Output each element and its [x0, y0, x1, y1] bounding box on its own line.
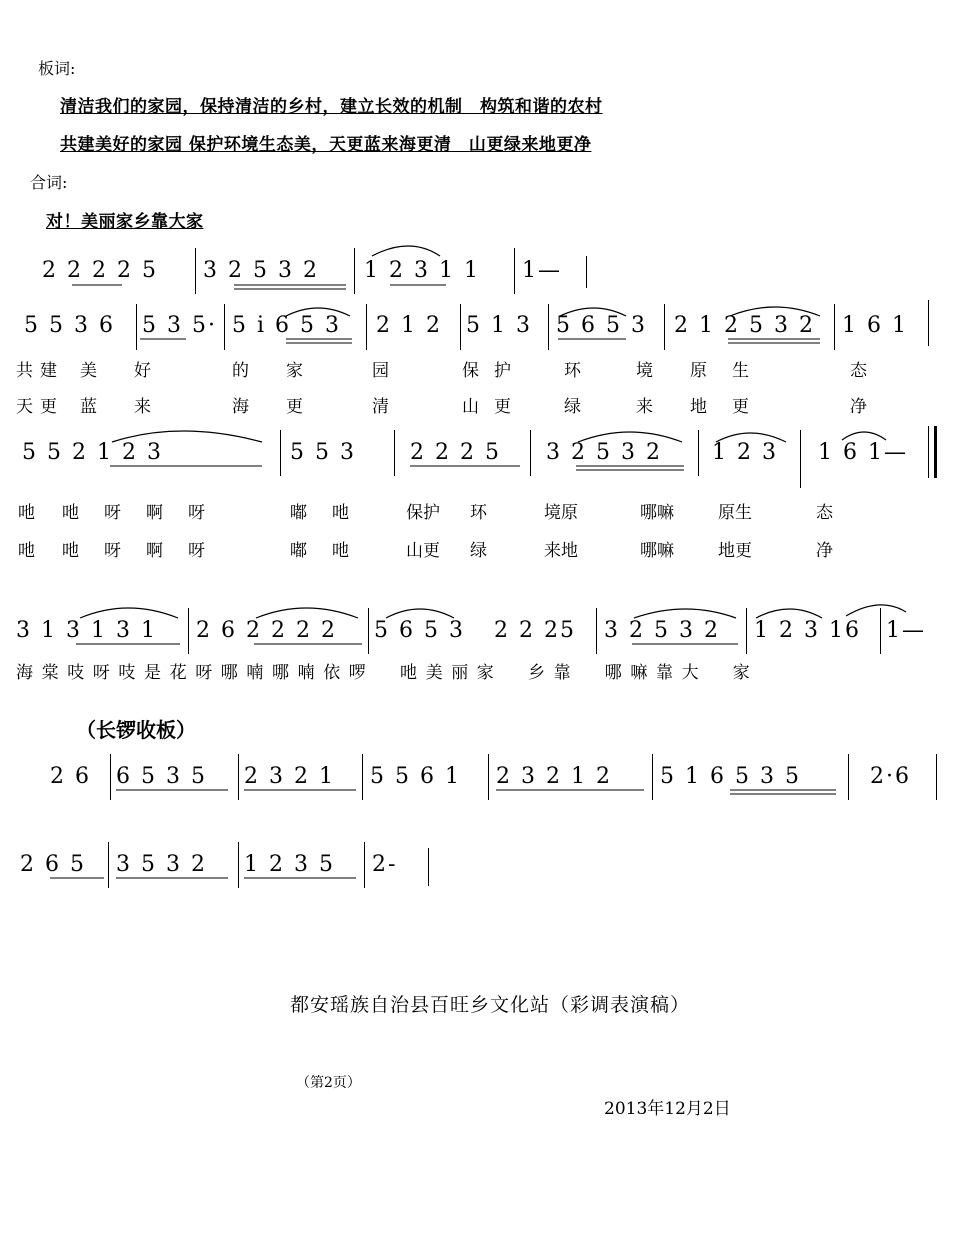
lyric: 更 — [732, 397, 749, 417]
lyric: 清 — [372, 397, 389, 417]
lyric: 环 — [564, 361, 581, 381]
lyric: 地更 — [718, 541, 752, 561]
measure: 1 2 3 16 — [754, 618, 861, 643]
lyric: 保护 — [406, 503, 440, 523]
lyric: 啊 — [146, 541, 163, 561]
measure: 2 2 2 5 — [410, 440, 501, 465]
measure: 5 3 5· — [142, 313, 217, 338]
lyric: 家 — [286, 361, 303, 381]
lyric: 的 — [232, 361, 249, 381]
lyric: 净 — [850, 397, 867, 417]
measure: 2 6 5 — [20, 852, 86, 877]
lyric: 天 — [16, 397, 33, 417]
lyric: 更 — [40, 397, 57, 417]
lyric: 保 — [462, 361, 479, 381]
lyric: 呀 — [188, 541, 205, 561]
measure: 1 6 1— — [818, 440, 908, 465]
measure: 5 1 3 — [466, 313, 532, 338]
measure: 5 6 5 3 — [374, 618, 465, 643]
lyric: 来 — [636, 397, 653, 417]
tempo-marking: （长锣收板） — [76, 718, 196, 742]
lyric: 吔 — [18, 541, 35, 561]
lyric: 吔 — [332, 503, 349, 523]
measure: 5 i 6 5 3 — [232, 313, 341, 338]
measure: 2 1 2 — [376, 313, 442, 338]
measure: 2·6 — [870, 764, 911, 789]
footer-page: （第2页） — [296, 1075, 361, 1091]
lyric: 绿 — [564, 397, 581, 417]
measure: 2 6 2 2 2 2 — [196, 618, 337, 643]
lyric: 来地 — [544, 541, 578, 561]
measure: 2 2 25 — [494, 618, 576, 643]
measure: 1 2 3 1 1 — [364, 258, 480, 283]
lyric: 山更 — [406, 541, 440, 561]
lyric: 山 — [462, 397, 479, 417]
lyric: 美 — [80, 361, 97, 381]
lyric: 好 — [134, 361, 151, 381]
measure: 3 5 3 2 — [116, 852, 207, 877]
lyric: 更 — [286, 397, 303, 417]
measure: 2 2 2 2 5 — [42, 258, 158, 283]
measure: 6 5 3 5 — [116, 764, 207, 789]
lyric: 海 — [232, 397, 249, 417]
lyric: 呀 — [188, 503, 205, 523]
he-ci-line: 对！美丽家乡靠大家 — [46, 212, 204, 232]
measure: 1 2 3 5 — [244, 852, 335, 877]
measure: 2 3 2 1 2 — [496, 764, 612, 789]
measure: 5 5 3 6 — [24, 313, 115, 338]
measure: 2 6 — [50, 764, 91, 789]
lyric: 境原 — [544, 503, 578, 523]
measure: 3 2 5 3 2 — [546, 440, 662, 465]
lyric: 原生 — [718, 503, 752, 523]
measure: 1— — [886, 618, 926, 643]
measure: 5 1 6 5 3 5 — [660, 764, 801, 789]
lyric: 绿 — [470, 541, 487, 561]
lyric: 嘟 — [290, 503, 307, 523]
measure: 1 6 1 — [842, 313, 908, 338]
lyric: 态 — [850, 361, 867, 381]
lyric: 哪嘛 — [640, 503, 674, 523]
lyric: 原 — [690, 361, 707, 381]
lyric: 吔 — [18, 503, 35, 523]
measure: 2 1 2 5 3 2 — [674, 313, 815, 338]
lyric: 境 — [636, 361, 653, 381]
measure: 1 2 3 — [712, 440, 778, 465]
lyric: 呀 — [104, 541, 121, 561]
lyric: 嘟 — [290, 541, 307, 561]
lyric: 蓝 — [80, 397, 97, 417]
measure: 2- — [372, 852, 398, 877]
measure: 3 1 3 1 3 1 — [16, 618, 157, 643]
measure: 5 6 5 3 — [556, 313, 647, 338]
lyric: 护 — [494, 361, 511, 381]
lyric: 哪嘛 — [640, 541, 674, 561]
ban-ci-line-2: 共建美好的家园 保护环境生态美，天更蓝来海更清 山更绿来地更净 — [60, 135, 592, 155]
measure: 1— — [522, 258, 562, 283]
lyric: 吔 — [332, 541, 349, 561]
lyric: 呀 — [104, 503, 121, 523]
measure: 3 2 5 3 2 — [203, 258, 319, 283]
footer-org: 都安瑶族自治县百旺乡文化站（彩调表演稿） — [290, 994, 691, 1016]
measure: 5 5 2 1 2 3 — [22, 440, 163, 465]
he-ci-label: 合词: — [30, 173, 68, 192]
lyric: 啊 — [146, 503, 163, 523]
footer-date: 2013年12月2日 — [604, 1099, 731, 1119]
lyric: 净 — [816, 541, 833, 561]
lyric: 环 — [470, 503, 487, 523]
ban-ci-line-1: 清洁我们的家园，保持清洁的乡村，建立长效的机制 构筑和谐的农村 — [60, 97, 603, 117]
lyric: 来 — [134, 397, 151, 417]
lyric: 共 — [16, 361, 33, 381]
lyric-line: 海棠吱呀吱是花呀哪喃哪喃依啰 吔美丽家 乡靠 哪嘛靠大 家 — [16, 663, 759, 683]
measure: 2 3 2 1 — [244, 764, 335, 789]
lyric: 建 — [40, 361, 57, 381]
lyric: 地 — [690, 397, 707, 417]
measure: 3 2 5 3 2 — [604, 618, 720, 643]
lyric: 生 — [732, 361, 749, 381]
measure: 5 5 3 — [290, 440, 356, 465]
lyric: 园 — [372, 361, 389, 381]
lyric: 态 — [816, 503, 833, 523]
lyric: 吔 — [62, 541, 79, 561]
lyric: 更 — [494, 397, 511, 417]
lyric: 吔 — [62, 503, 79, 523]
measure: 5 5 6 1 — [370, 764, 461, 789]
ban-ci-label: 板词: — [38, 59, 76, 78]
